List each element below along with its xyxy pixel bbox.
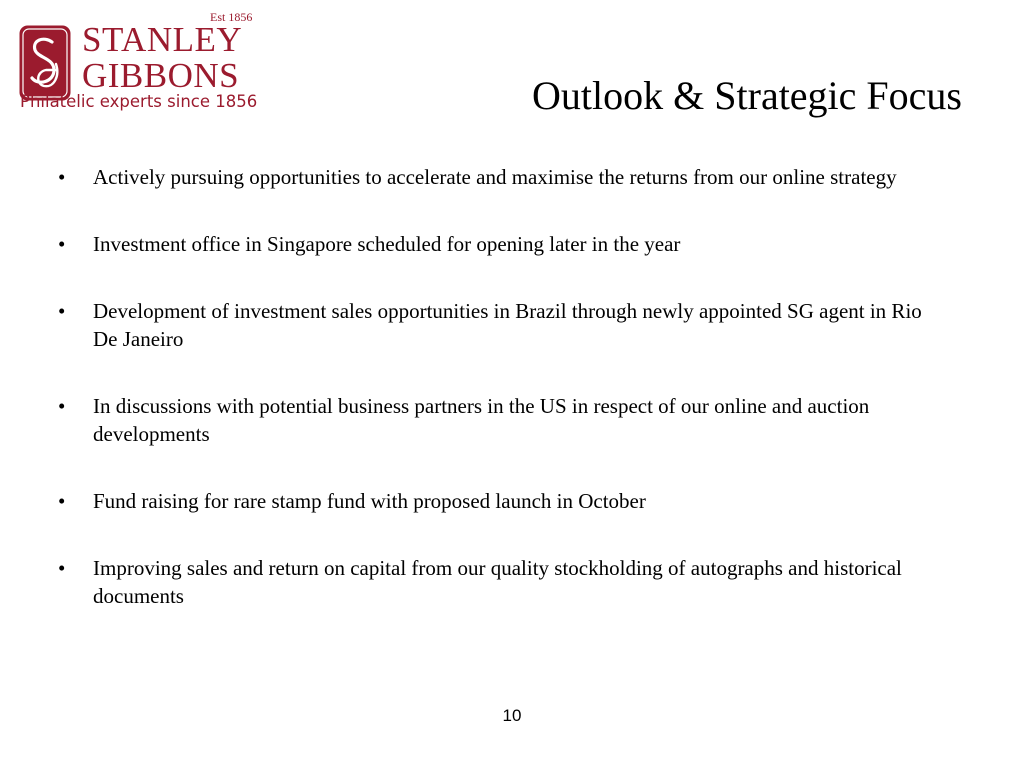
bullet-item <box>58 230 948 258</box>
bullet-dot: • <box>58 232 66 256</box>
logo-wordmark-stanley: STANLEY <box>82 20 243 59</box>
logo-tagline: Philatelic experts since 1856 <box>20 92 258 111</box>
bullet-item <box>58 487 948 515</box>
bullet-text: Investment office in Singapore scheduled for opening later in the year <box>93 232 681 256</box>
bullet-item <box>58 163 948 191</box>
page-number: 10 <box>502 706 522 725</box>
bullet-text: Fund raising for rare stamp fund with proposed launch in October <box>93 489 646 513</box>
bullet-text: Actively pursuing opportunities to accelerate and maximise the returns from our online strategy <box>93 165 897 189</box>
logo-wordmark-gibbons: GIBBONS <box>82 56 240 95</box>
slide-title: Outlook & Strategic Focus <box>532 73 962 118</box>
bullet-list <box>58 163 948 649</box>
bullet-item <box>58 554 948 610</box>
bullet-dot: • <box>58 299 66 323</box>
sg-monogram-icon <box>18 24 72 102</box>
bullet-text: Development of investment sales opportunities in Brazil through newly appointed SG agent in Rio De Janeiro <box>93 299 922 351</box>
bullet-item <box>58 392 948 448</box>
bullet-text: Improving sales and return on capital from our quality stockholding of autographs and historical documents <box>93 556 902 608</box>
bullet-dot: • <box>58 489 66 513</box>
bullet-dot: • <box>58 556 66 580</box>
bullet-item <box>58 297 948 353</box>
bullet-text: In discussions with potential business partners in the US in respect of our online and auction developments <box>93 394 870 446</box>
bullet-dot: • <box>58 394 66 418</box>
bullet-dot: • <box>58 165 66 189</box>
company-logo <box>16 10 261 115</box>
logo-established: Est 1856 <box>210 10 253 24</box>
